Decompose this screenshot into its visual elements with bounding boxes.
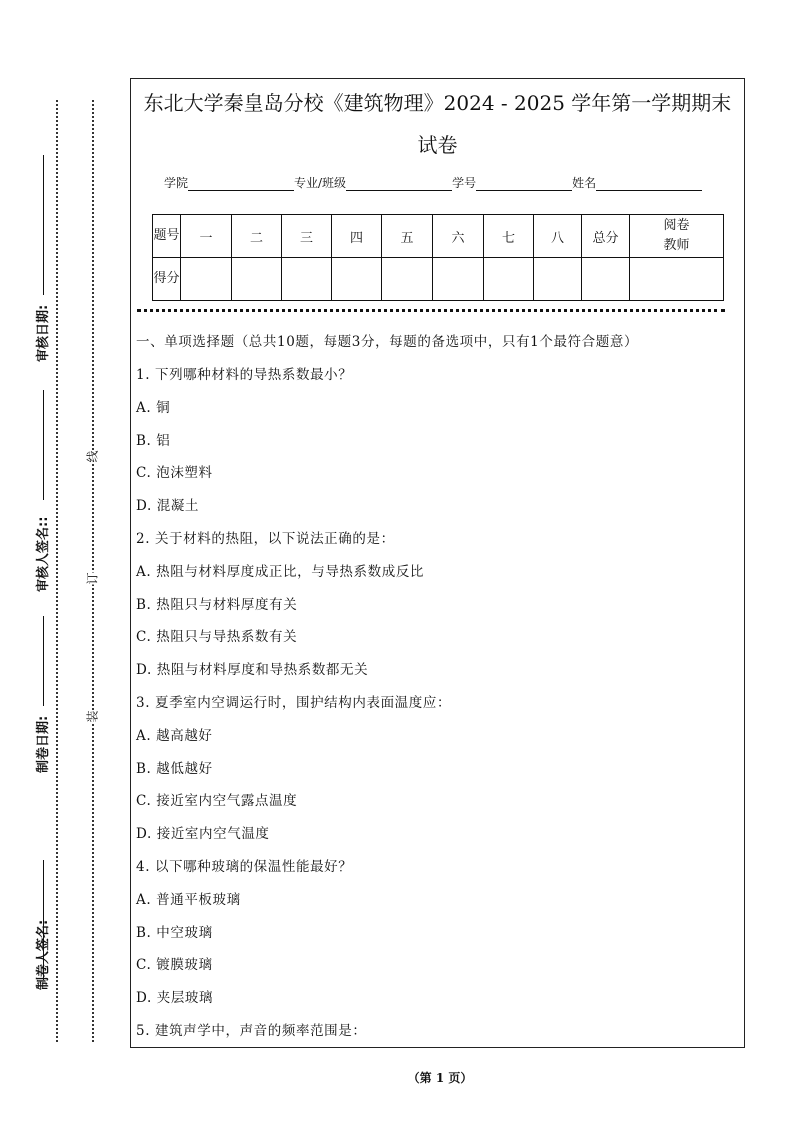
name-label: 姓名 [572,176,597,190]
col-header: 四 [332,215,382,258]
score-cell[interactable] [332,258,382,301]
answer-option[interactable]: C. 泡沫塑料 [136,465,213,482]
score-cell[interactable] [382,258,433,301]
col-header: 三 [282,215,332,258]
reviewer-sign-label: 审核人签名:: [36,516,51,592]
score-cell[interactable] [433,258,484,301]
col-header: 五 [382,215,433,258]
score-cell[interactable] [282,258,332,301]
answer-option[interactable]: D. 热阻与材料厚度和导热系数都无关 [136,662,369,679]
name-field[interactable] [596,176,702,191]
section-heading: 一、单项选择题（总共10题，每题3分，每题的备选项中，只有1个最符合题意） [136,334,639,350]
score-cell[interactable] [484,258,534,301]
student-id-field[interactable] [476,176,572,191]
col-header: 七 [484,215,534,258]
answer-option[interactable]: B. 越低越好 [136,760,213,777]
answer-option[interactable]: B. 铝 [136,432,171,449]
answer-option[interactable]: B. 中空玻璃 [136,924,213,941]
answer-option[interactable]: D. 混凝土 [136,498,200,515]
score-cell[interactable] [534,258,582,301]
major-field[interactable] [346,176,452,191]
binding-dotted-line-outer [56,100,58,1042]
answer-option[interactable]: A. 普通平板玻璃 [136,891,241,908]
answer-option[interactable]: D. 接近室内空气温度 [136,826,270,843]
row-label-question: 题号 [153,215,181,258]
score-cell[interactable] [630,258,724,301]
answer-option[interactable]: C. 接近室内空气露点温度 [136,793,298,810]
answer-option[interactable]: C. 热阻只与导热系数有关 [136,629,298,646]
question-stem: 5. 建筑声学中，声音的频率范围是： [136,1023,367,1039]
binding-dotted-line-inner [92,100,94,1042]
score-cell[interactable] [181,258,232,301]
exam-title-line2: 试卷 [417,133,458,157]
review-date-line[interactable] [43,155,44,295]
score-cell[interactable] [582,258,630,301]
major-label: 专业/班级 [294,176,347,190]
college-label: 学院 [164,176,189,190]
answer-option[interactable]: D. 夹层玻璃 [136,990,214,1007]
student-info-row [164,174,702,191]
question-stem: 2. 关于材料的热阻，以下说法正确的是： [136,531,395,547]
binding-char-ding: 订 [85,572,100,585]
col-header: 六 [433,215,484,258]
question-stem: 3. 夏季室内空调运行时，围护结构内表面温度应： [136,695,452,711]
page-number: （第 1 页） [407,1071,473,1085]
binding-char-zhuang: 装 [85,710,100,723]
row-label-score: 得分 [153,258,181,301]
question-stem: 4. 以下哪种玻璃的保温性能最好？ [136,859,353,875]
separator-dotted [137,309,725,312]
answer-option[interactable]: C. 镀膜玻璃 [136,957,213,974]
maker-date-line[interactable] [43,616,44,706]
col-header-grader: 阅卷教师 [630,215,724,258]
question-stem: 1. 下列哪种材料的导热系数最小？ [136,367,353,383]
score-table [152,214,724,301]
answer-option[interactable]: B. 热阻只与材料厚度有关 [136,596,298,613]
col-header: 一 [181,215,232,258]
college-field[interactable] [188,176,294,191]
score-cell[interactable] [232,258,282,301]
col-header: 总分 [582,215,630,258]
maker-sign-label: 制卷人签名: [36,919,51,990]
maker-sign-line[interactable] [43,860,44,980]
answer-option[interactable]: A. 铜 [136,399,171,416]
answer-option[interactable]: A. 热阻与材料厚度成正比，与导热系数成反比 [136,563,425,580]
binding-char-xian: 线 [85,450,100,463]
student-id-label: 学号 [452,176,477,190]
review-date-label: 审核日期: [36,304,51,362]
answer-option[interactable]: A. 越高越好 [136,727,213,744]
col-header: 二 [232,215,282,258]
col-header: 八 [534,215,582,258]
reviewer-sign-line[interactable] [43,390,44,500]
maker-date-label: 制卷日期: [36,715,51,773]
exam-title: 东北大学秦皇岛分校《建筑物理》2024 - 2025 学年第一学期期末 [143,91,732,115]
